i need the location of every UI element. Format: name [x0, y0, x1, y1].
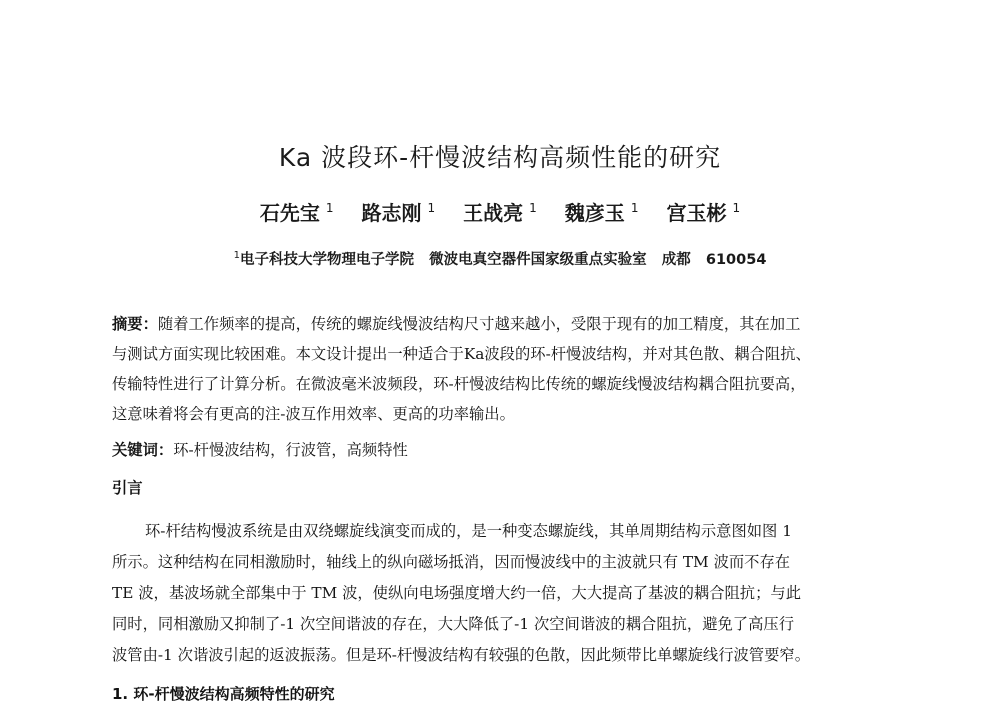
author: 路志刚 $^1$ — [361, 201, 436, 225]
intro-heading: 引言 — [112, 479, 143, 497]
author: 宫玉彬 $^1$ — [666, 201, 741, 225]
author-list — [0, 197, 1000, 226]
author: 王战亮 $^1$ — [463, 201, 537, 225]
keywords-text: 环-杆慢波结构，行波管，高频特性 — [173, 441, 408, 459]
section-heading: 1. 环-杆慢波结构高频特性的研究 — [112, 685, 335, 703]
paper-title: Ka 波段环-杆慢波结构高频性能的研究 — [278, 143, 722, 172]
intro-line: 波管由-1 次谐波引起的返波振荡。但是环-杆慢波结构有较强的色散，因此频带比单螺旋线行波管要窄。 — [112, 646, 810, 664]
intro-line: 所示。这种结构在同相激励时，轴线上的纵向磁场抵消，因而慢波线中的主波就只有 TM 波而不存在 — [112, 553, 791, 571]
affiliation: $^1$电子科技大学物理电子学院 微波电真空器件国家级重点实验室 成都 610054 — [233, 250, 767, 268]
abstract-line: 摘要：随着工作频率的提高，传统的螺旋线慢波结构尺寸越来越小，受限于现有的加工精度，其在加工 — [112, 315, 801, 333]
intro-line: 环-杆结构慢波系统是由双绕螺旋线演变而成的，是一种变态螺旋线，其单周期结构示意图如图 1 — [145, 522, 792, 540]
abstract-line: 这意味着将会有更高的注-波互作用效率、更高的功率输出。 — [112, 405, 515, 423]
intro-paragraph — [112, 516, 854, 671]
author: 石先宝 $^1$ — [259, 201, 334, 225]
abstract — [112, 309, 854, 429]
abstract-line: 与测试方面实现比较困难。本文设计提出一种适合于Ka波段的环-杆慢波结构，并对其色散、耦合阻抗、 — [112, 345, 811, 363]
keywords — [112, 435, 854, 465]
intro-line: 同时，同相激励又抑制了-1 次空间谐波的存在，大大降低了-1 次空间谐波的耦合阻抗，避免了高压行 — [112, 615, 794, 633]
intro-line: TE 波，基波场就全部集中于 TM 波，使纵向电场强度增大约一倍，大大提高了基波的耦合阻抗；与此 — [112, 584, 801, 602]
keywords-label: 关键词： — [112, 441, 174, 459]
abstract-label: 摘要： — [112, 315, 158, 333]
abstract-line: 传输特性进行了计算分析。在微波毫米波频段，环-杆慢波结构比传统的螺旋线慢波结构耦合阻抗要高， — [112, 375, 806, 393]
author: 魏彦玉 $^1$ — [564, 201, 639, 225]
